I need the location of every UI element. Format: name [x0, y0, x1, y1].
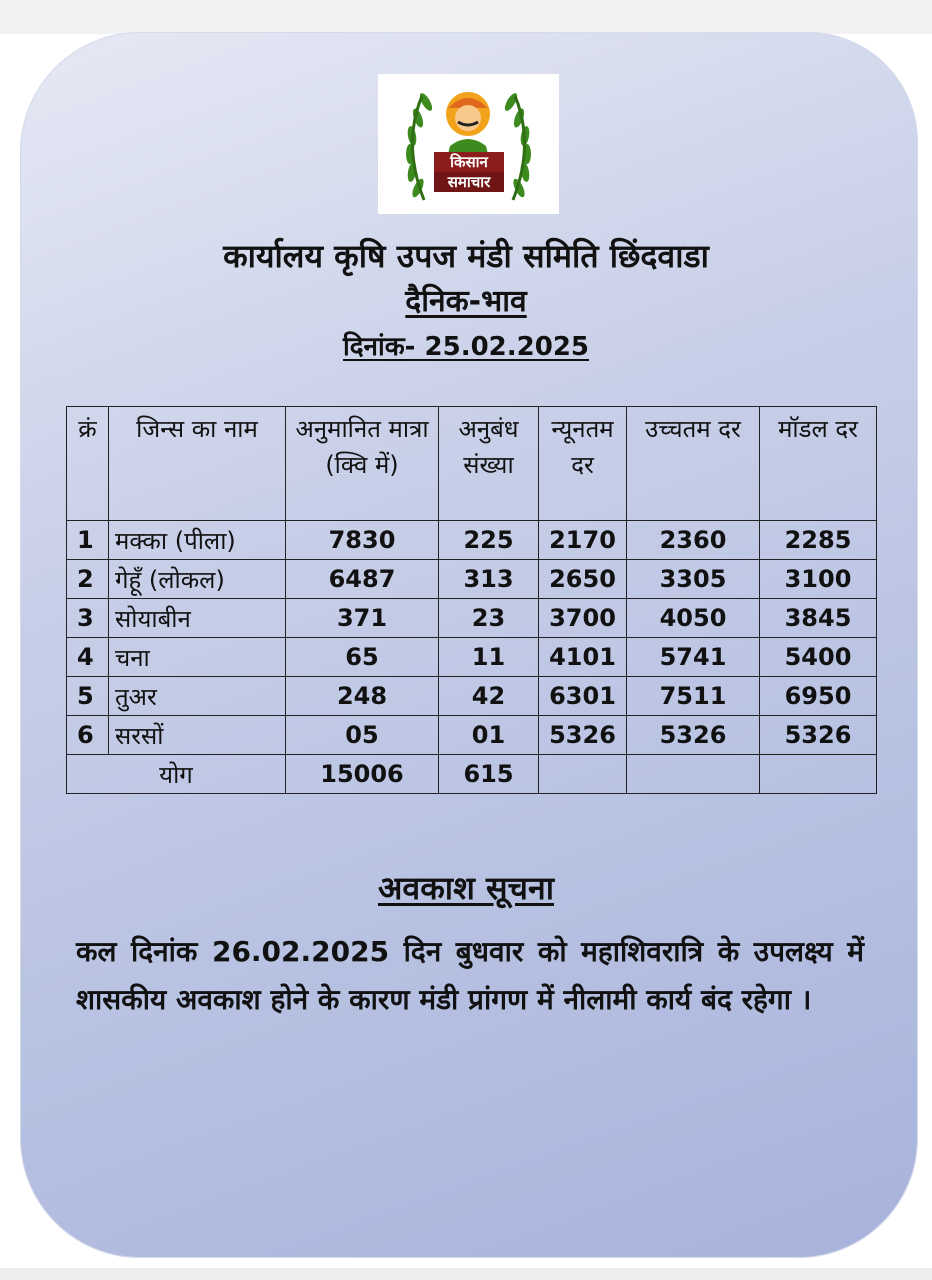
commodity-cell: सोयाबीन [109, 599, 286, 638]
commodity-cell: गेहूँ (लोकल) [109, 560, 286, 599]
max-rate-cell: 3305 [627, 560, 760, 599]
max-rate-cell: 2360 [627, 521, 760, 560]
total-contracts-cell: 615 [439, 755, 539, 794]
min-rate-cell: 4101 [539, 638, 627, 677]
min-rate-cell: 5326 [539, 716, 627, 755]
modal-rate-cell: 5326 [760, 716, 877, 755]
daily-rates-title: दैनिक-भाव [405, 284, 527, 319]
office-title: कार्यालय कृषि उपज मंडी समिति छिंदवाडा [223, 237, 709, 275]
serial-cell: 6 [67, 716, 109, 755]
contracts-cell: 01 [439, 716, 539, 755]
quantity-cell: 6487 [286, 560, 439, 599]
top-strip [0, 0, 932, 34]
logo-text-kisan: किसान [434, 152, 504, 172]
modal-rate-cell: 3100 [760, 560, 877, 599]
empty-cell [627, 755, 760, 794]
contracts-cell: 23 [439, 599, 539, 638]
col-header-min-rate: न्यूनतम दर [539, 407, 627, 521]
commodity-cell: मक्का (पीला) [109, 521, 286, 560]
quantity-cell: 05 [286, 716, 439, 755]
empty-cell [760, 755, 877, 794]
kisan-samachar-logo [378, 74, 559, 214]
quantity-cell: 371 [286, 599, 439, 638]
commodity-cell: तुअर [109, 677, 286, 716]
modal-rate-cell: 6950 [760, 677, 877, 716]
max-rate-cell: 7511 [627, 677, 760, 716]
col-header-commodity: जिन्स का नाम [109, 407, 286, 521]
quantity-cell: 65 [286, 638, 439, 677]
serial-cell: 1 [67, 521, 109, 560]
table-total-row [67, 755, 877, 794]
min-rate-cell: 2170 [539, 521, 627, 560]
quantity-cell: 7830 [286, 521, 439, 560]
col-header-contracts: अनुबंध संख्या [439, 407, 539, 521]
total-quantity-cell: 15006 [286, 755, 439, 794]
col-header-modal-rate: मॉडल दर [760, 407, 877, 521]
max-rate-cell: 5326 [627, 716, 760, 755]
date-line: दिनांक- 25.02.2025 [343, 332, 589, 362]
contracts-cell: 11 [439, 638, 539, 677]
bottom-strip [0, 1268, 932, 1280]
commodity-cell: चना [109, 638, 286, 677]
max-rate-cell: 5741 [627, 638, 760, 677]
contracts-cell: 42 [439, 677, 539, 716]
table-row [67, 521, 877, 560]
table-row [67, 638, 877, 677]
total-label-cell: योग [67, 755, 286, 794]
quantity-cell: 248 [286, 677, 439, 716]
serial-cell: 4 [67, 638, 109, 677]
wheat-wreath-icon [378, 74, 559, 214]
table-row [67, 677, 877, 716]
serial-cell: 3 [67, 599, 109, 638]
max-rate-cell: 4050 [627, 599, 760, 638]
col-header-quantity: अनुमानित मात्रा (क्वि में) [286, 407, 439, 521]
table-row [67, 716, 877, 755]
contracts-cell: 225 [439, 521, 539, 560]
min-rate-cell: 2650 [539, 560, 627, 599]
modal-rate-cell: 3845 [760, 599, 877, 638]
min-rate-cell: 3700 [539, 599, 627, 638]
table-header-row [67, 407, 877, 521]
table-row [67, 560, 877, 599]
modal-rate-cell: 5400 [760, 638, 877, 677]
table-row [67, 599, 877, 638]
serial-cell: 5 [67, 677, 109, 716]
logo-text-samachar: समाचार [434, 172, 504, 192]
min-rate-cell: 6301 [539, 677, 627, 716]
commodity-cell: सरसों [109, 716, 286, 755]
contracts-cell: 313 [439, 560, 539, 599]
holiday-notice-heading: अवकाश सूचना [377, 869, 554, 907]
serial-cell: 2 [67, 560, 109, 599]
col-header-max-rate: उच्चतम दर [627, 407, 760, 521]
empty-cell [539, 755, 627, 794]
col-header-serial: क्रं [67, 407, 109, 521]
holiday-notice-body: कल दिनांक 26.02.2025 दिन बुधवार को महाशिवरात्रि के उपलक्ष्य में शासकीय अवकाश होने के कारण मंडी प्रांगण में नीलामी कार्य बंद रहेगा । [76, 935, 864, 1016]
modal-rate-cell: 2285 [760, 521, 877, 560]
rates-table [66, 406, 877, 794]
